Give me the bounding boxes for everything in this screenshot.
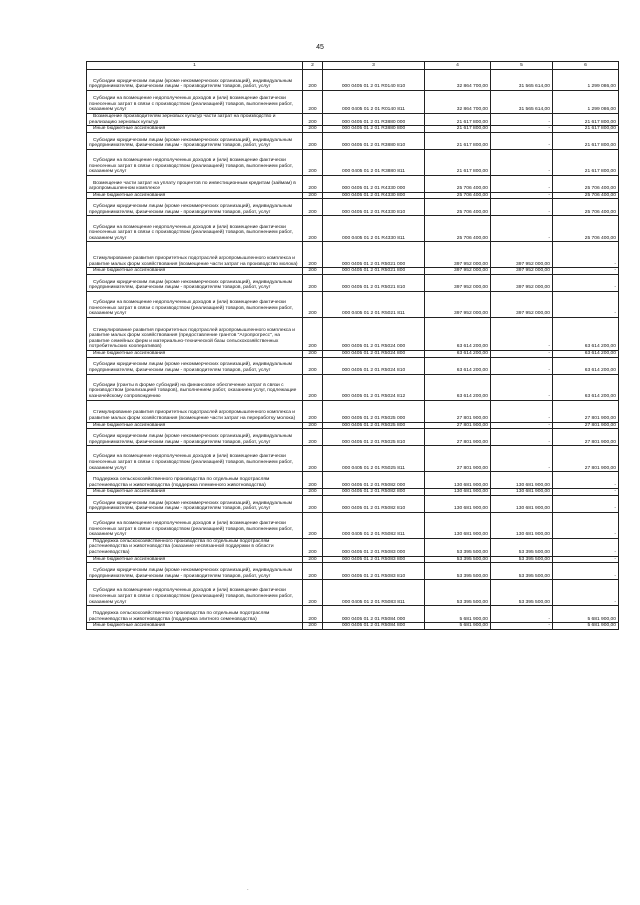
row-name [87, 446, 303, 472]
row-amount-approved: 397 952 000,00 [425, 274, 491, 291]
row-name-text: Субсидии на возмещение недополученных доходов и (или) возмещение фактически понесенных затрат в связи с производством (реализацией) товаров, выполнением работ, оказанием услуг [89, 520, 293, 538]
row-classification-code: 000 0405 01 2 01 R5025 811 [323, 446, 425, 472]
row-amount-approved: 21 617 800,00 [425, 126, 491, 133]
row-amount-executed: 53 395 500,00 [491, 563, 553, 580]
row-name-text: Возмещение части затрат на уплату процентов по инвестиционным кредитам (займам) в агропромышленном комплексе [89, 180, 296, 192]
row-name [87, 606, 303, 623]
row-name-text: Стимулирование развития приоритетных подотраслей агропромышленного комплекса и развитие малых форм хозяйствования (возмещение части затрат на переработку молока) [89, 410, 296, 421]
row-amount-executed: - [491, 132, 553, 149]
row-classification-code: 000 0405 01 2 01 R5084 000 [323, 606, 425, 623]
row-amount-unexecuted: 27 801 900,00 [553, 429, 619, 446]
row-classification-code: 000 0405 01 2 01 R5082 811 [323, 512, 425, 538]
row-admin-code: 200 [303, 175, 323, 192]
column-number: 4 [425, 62, 491, 70]
row-classification-code: 000 0405 01 2 01 R4330 810 [323, 199, 425, 216]
row-name-text: Иные бюджетные ассигнования [93, 268, 166, 274]
column-number: 1 [87, 62, 303, 70]
page-number: 45 [316, 44, 324, 51]
row-amount-unexecuted: - [553, 242, 619, 268]
row-amount-unexecuted: - [553, 268, 619, 275]
table-row [87, 472, 619, 489]
row-name-text: Субсидии юридическим лицам (кроме некоммерческих организаций), индивидуальным предпринимателям, физическим лицам - производителям товаров, работ, услуг [89, 137, 293, 149]
row-admin-code: 200 [303, 495, 323, 512]
row-amount-unexecuted: 1 299 086,00 [553, 91, 619, 114]
row-classification-code: 000 0405 01 2 01 R3880 000 [323, 114, 425, 126]
row-amount-executed: - [491, 192, 553, 199]
table-row [87, 274, 619, 291]
row-amount-executed: - [491, 606, 553, 623]
table-row [87, 400, 619, 422]
row-name-text: Субсидии на возмещение недополученных доходов и (или) возмещение фактически понесенных затрат в связи с производством (реализацией) товаров, выполнением работ, оказанием услуг [89, 158, 293, 175]
row-admin-code: 200 [303, 132, 323, 149]
row-amount-approved: 21 617 800,00 [425, 132, 491, 149]
row-name [87, 242, 303, 268]
row-amount-approved: 63 614 200,00 [425, 350, 491, 357]
table-row [87, 374, 619, 400]
row-admin-code: 200 [303, 446, 323, 472]
row-name-text: Субсидии (гранты в форме субсидий) на финансовое обеспечение затрат в связи с производством (реализацией товаров), выполнением работ, оказанием услуг, подлежащие казначейскому сопровождению [89, 382, 297, 399]
row-amount-approved: 130 681 900,00 [425, 489, 491, 496]
table-row [87, 580, 619, 606]
row-amount-unexecuted: 5 681 900,00 [553, 606, 619, 623]
row-admin-code: 200 [303, 291, 323, 317]
row-name-text: Иные бюджетные ассигнования [93, 422, 166, 428]
row-name [87, 192, 303, 199]
table-row [87, 495, 619, 512]
table-row [87, 149, 619, 175]
row-amount-approved: 21 617 800,00 [425, 149, 491, 175]
row-amount-executed: - [491, 429, 553, 446]
row-classification-code: 000 0405 01 2 01 R5083 000 [323, 538, 425, 556]
row-name [87, 175, 303, 192]
row-amount-approved: 21 617 800,00 [425, 114, 491, 126]
row-amount-approved: 27 801 900,00 [425, 446, 491, 472]
table-row [87, 268, 619, 275]
row-name [87, 563, 303, 580]
row-name-text: Поддержка сельскохозяйственного производства по отдельным подотраслям растениеводства и животноводства (поддержка элитного семеноводства) [89, 610, 270, 622]
row-name [87, 132, 303, 149]
row-amount-approved: 53 395 500,00 [425, 556, 491, 563]
row-amount-approved: 25 706 400,00 [425, 192, 491, 199]
row-amount-unexecuted: - [553, 472, 619, 489]
table-row [87, 291, 619, 317]
row-admin-code: 200 [303, 512, 323, 538]
row-amount-executed: - [491, 422, 553, 429]
row-amount-approved: 53 395 500,00 [425, 538, 491, 556]
row-name-text: Стимулирование развития приоритетных подотраслей агропромышленного комплекса и развитие малых форм хозяйствования (предоставление грантов "Агропрогресс", на развитие семейных ферм и материально-технической базы сельскохозяйственных потребительских кооперативов) [89, 327, 296, 350]
row-amount-unexecuted: - [553, 274, 619, 291]
row-amount-unexecuted: 63 614 200,00 [553, 317, 619, 350]
row-name [87, 350, 303, 357]
table-row [87, 489, 619, 496]
row-amount-approved: 53 395 500,00 [425, 563, 491, 580]
row-admin-code: 200 [303, 268, 323, 275]
row-classification-code: 000 0405 01 2 01 R0140 810 [323, 70, 425, 91]
row-name [87, 91, 303, 114]
row-name-text: Иные бюджетные ассигнования [93, 623, 166, 629]
row-name-text: Иные бюджетные ассигнования [93, 126, 166, 132]
row-classification-code: 000 0405 01 2 01 R3880 800 [323, 126, 425, 133]
row-admin-code: 200 [303, 374, 323, 400]
table-row [87, 175, 619, 192]
row-name [87, 512, 303, 538]
row-amount-executed: 31 565 614,00 [491, 70, 553, 91]
row-amount-unexecuted: 63 614 200,00 [553, 350, 619, 357]
row-amount-approved: 27 801 900,00 [425, 429, 491, 446]
row-admin-code: 200 [303, 556, 323, 563]
row-name-text: Иные бюджетные ассигнования [93, 489, 166, 495]
row-classification-code: 000 0405 01 2 01 R0140 811 [323, 91, 425, 114]
row-amount-approved: 63 614 200,00 [425, 317, 491, 350]
row-classification-code: 000 0405 01 2 01 R5082 800 [323, 489, 425, 496]
row-amount-executed: - [491, 199, 553, 216]
row-classification-code: 000 0405 01 2 01 R5021 800 [323, 268, 425, 275]
row-amount-executed: - [491, 374, 553, 400]
table-row [87, 623, 619, 630]
table-row [87, 199, 619, 216]
row-name [87, 374, 303, 400]
row-amount-executed: - [491, 400, 553, 422]
row-name [87, 495, 303, 512]
row-name [87, 489, 303, 496]
table-row [87, 606, 619, 623]
row-admin-code: 200 [303, 422, 323, 429]
table-row [87, 357, 619, 374]
row-name-text: Субсидии на возмещение недополученных доходов и (или) возмещение фактически понесенных затрат в связи с производством (реализацией) товаров, выполнением работ, оказанием услуг [89, 96, 293, 113]
row-amount-executed: 397 952 000,00 [491, 274, 553, 291]
row-admin-code: 200 [303, 317, 323, 350]
row-amount-approved: 397 952 000,00 [425, 268, 491, 275]
row-name [87, 357, 303, 374]
table-row [87, 242, 619, 268]
row-name [87, 199, 303, 216]
row-name [87, 429, 303, 446]
row-name [87, 70, 303, 91]
table-row [87, 538, 619, 556]
row-admin-code: 200 [303, 580, 323, 606]
row-admin-code: 200 [303, 242, 323, 268]
row-classification-code: 000 0405 01 2 01 R3880 811 [323, 149, 425, 175]
row-amount-unexecuted: 63 614 200,00 [553, 374, 619, 400]
row-name [87, 149, 303, 175]
table-row [87, 317, 619, 350]
row-admin-code: 200 [303, 538, 323, 556]
row-admin-code: 200 [303, 149, 323, 175]
row-admin-code: 200 [303, 623, 323, 630]
row-amount-approved: 32 864 700,00 [425, 70, 491, 91]
row-amount-approved: 53 395 500,00 [425, 580, 491, 606]
row-classification-code: 000 0405 01 2 01 R5083 800 [323, 556, 425, 563]
row-amount-approved: 5 681 900,00 [425, 623, 491, 630]
row-amount-unexecuted: 25 706 400,00 [553, 175, 619, 192]
row-amount-approved: 25 706 400,00 [425, 199, 491, 216]
row-name-text: Субсидии на возмещение недополученных доходов и (или) возмещение фактически понесенных затрат в связи с производством (реализацией) товаров, выполнением работ, оказанием услуг [89, 224, 293, 241]
row-classification-code: 000 0405 01 2 01 R5083 810 [323, 563, 425, 580]
row-name [87, 422, 303, 429]
table-row [87, 563, 619, 580]
row-name [87, 268, 303, 275]
row-name-text: Поддержка сельскохозяйственного производства по отдельным подотраслям растениеводства и животноводства (оказание несвязанной поддержки в области растениеводства) [89, 538, 274, 555]
row-amount-executed: - [491, 175, 553, 192]
row-amount-approved: 130 681 900,00 [425, 495, 491, 512]
row-amount-executed: 53 395 500,00 [491, 556, 553, 563]
table-row [87, 556, 619, 563]
row-amount-executed: - [491, 350, 553, 357]
row-name [87, 400, 303, 422]
column-number: 3 [323, 62, 425, 70]
row-name-text: Иные бюджетные ассигнования [93, 556, 166, 562]
row-classification-code: 000 0405 01 2 01 R4330 000 [323, 175, 425, 192]
row-admin-code: 200 [303, 91, 323, 114]
row-name [87, 556, 303, 563]
row-name [87, 538, 303, 556]
table-row [87, 192, 619, 199]
row-amount-executed: - [491, 357, 553, 374]
row-classification-code: 000 0405 01 2 01 R5021 810 [323, 274, 425, 291]
row-amount-approved: 27 801 900,00 [425, 422, 491, 429]
row-amount-unexecuted: 63 614 200,00 [553, 357, 619, 374]
row-amount-executed: 31 565 614,00 [491, 91, 553, 114]
row-admin-code: 200 [303, 216, 323, 242]
row-admin-code: 200 [303, 472, 323, 489]
row-amount-unexecuted: - [553, 580, 619, 606]
row-amount-executed: 130 681 900,00 [491, 489, 553, 496]
row-amount-unexecuted: 5 681 900,00 [553, 623, 619, 630]
row-amount-executed: - [491, 446, 553, 472]
row-amount-unexecuted: 1 299 086,00 [553, 70, 619, 91]
column-number: 5 [491, 62, 553, 70]
row-admin-code: 200 [303, 199, 323, 216]
row-amount-executed: 130 681 900,00 [491, 472, 553, 489]
row-amount-executed: - [491, 216, 553, 242]
row-admin-code: 200 [303, 274, 323, 291]
table-row [87, 422, 619, 429]
row-name-text: Субсидии юридическим лицам (кроме некоммерческих организаций), индивидуальным предпринимателям, физическим лицам - производителям товаров, работ, услуг [89, 362, 293, 373]
row-name [87, 317, 303, 350]
row-amount-executed: 397 952 000,00 [491, 242, 553, 268]
row-amount-unexecuted: - [553, 538, 619, 556]
row-classification-code: 000 0405 01 2 01 R5021 811 [323, 291, 425, 317]
column-number-row [87, 62, 619, 70]
row-classification-code: 000 0405 01 2 01 R5024 810 [323, 357, 425, 374]
row-name-text: Субсидии юридическим лицам (кроме некоммерческих организаций), индивидуальным предпринимателям, физическим лицам - производителям товаров, работ, услуг [89, 433, 293, 445]
row-admin-code: 200 [303, 429, 323, 446]
row-admin-code: 200 [303, 70, 323, 91]
row-amount-executed: - [491, 623, 553, 630]
row-name [87, 274, 303, 291]
row-classification-code: 000 0405 01 2 01 R5024 000 [323, 317, 425, 350]
row-amount-approved: 130 681 900,00 [425, 512, 491, 538]
row-amount-unexecuted: 27 801 900,00 [553, 422, 619, 429]
row-name-text: Возмещение производителям зерновых культур части затрат на производство и реализацию зерновых культур [89, 114, 276, 125]
row-amount-executed: - [491, 317, 553, 350]
row-name-text: Иные бюджетные ассигнования [93, 192, 166, 198]
row-amount-unexecuted: 21 617 800,00 [553, 126, 619, 133]
row-name [87, 216, 303, 242]
table-row [87, 126, 619, 133]
table-row [87, 70, 619, 91]
row-amount-unexecuted: - [553, 563, 619, 580]
row-classification-code: 000 0405 01 2 01 R5082 000 [323, 472, 425, 489]
row-admin-code: 200 [303, 192, 323, 199]
row-amount-unexecuted: 27 801 900,00 [553, 446, 619, 472]
row-name [87, 623, 303, 630]
row-amount-unexecuted: - [553, 291, 619, 317]
table-row [87, 446, 619, 472]
row-amount-executed: - [491, 126, 553, 133]
row-amount-approved: 25 706 400,00 [425, 216, 491, 242]
row-amount-unexecuted: 21 617 800,00 [553, 149, 619, 175]
row-name-text: Субсидии на возмещение недополученных доходов и (или) возмещение фактически понесенных затрат в связи с производством (реализацией) товаров, выполнением работ, оказанием услуг [89, 300, 293, 317]
row-name [87, 114, 303, 126]
row-admin-code: 200 [303, 489, 323, 496]
row-amount-unexecuted: - [553, 495, 619, 512]
row-name-text: Субсидии юридическим лицам (кроме некоммерческих организаций), индивидуальным предпринимателям, физическим лицам - производителям товаров, работ, услуг [89, 78, 293, 90]
row-name [87, 472, 303, 489]
row-amount-unexecuted: 21 617 800,00 [553, 132, 619, 149]
row-classification-code: 000 0405 01 2 01 R5021 000 [323, 242, 425, 268]
row-classification-code: 000 0405 01 2 01 R5025 810 [323, 429, 425, 446]
row-admin-code: 200 [303, 563, 323, 580]
table-row [87, 350, 619, 357]
table-row [87, 91, 619, 114]
row-name [87, 291, 303, 317]
table-row [87, 512, 619, 538]
row-classification-code: 000 0405 01 2 01 R5082 810 [323, 495, 425, 512]
row-classification-code: 000 0405 01 2 01 R5025 800 [323, 422, 425, 429]
row-name-text: Стимулирование развития приоритетных подотраслей агропромышленного комплекса и развитие малых форм хозяйствования (возмещение части затрат на производство молока) [89, 256, 298, 267]
table-row [87, 216, 619, 242]
row-amount-executed: - [491, 114, 553, 126]
row-amount-approved: 25 706 400,00 [425, 175, 491, 192]
row-amount-approved: 397 952 000,00 [425, 242, 491, 268]
row-name-text: Субсидии юридическим лицам (кроме некоммерческих организаций), индивидуальным предпринимателям, физическим лицам - производителям товаров, работ, услуг [89, 279, 293, 291]
row-amount-unexecuted: - [553, 556, 619, 563]
row-amount-unexecuted: 21 617 800,00 [553, 114, 619, 126]
budget-table [86, 61, 619, 630]
row-amount-executed: 397 952 000,00 [491, 268, 553, 275]
row-amount-approved: 63 614 200,00 [425, 357, 491, 374]
row-name-text: Субсидии на возмещение недополученных доходов и (или) возмещение фактически понесенных затрат в связи с производством (реализацией) товаров, выполнением работ, оказанием услуг [89, 588, 293, 605]
column-number: 2 [303, 62, 323, 70]
row-amount-unexecuted: 25 706 400,00 [553, 192, 619, 199]
row-admin-code: 200 [303, 400, 323, 422]
row-name-text: Субсидии на возмещение недополученных доходов и (или) возмещение фактически понесенных затрат в связи с производством (реализацией) товаров, выполнением работ, оказанием услуг [89, 454, 293, 471]
row-classification-code: 000 0405 01 2 01 R5025 000 [323, 400, 425, 422]
row-amount-unexecuted: - [553, 512, 619, 538]
row-name-text: Субсидии юридическим лицам (кроме некоммерческих организаций), индивидуальным предпринимателям, физическим лицам - производителям товаров, работ, услуг [89, 567, 293, 579]
row-amount-executed: 53 395 500,00 [491, 580, 553, 606]
row-classification-code: 000 0405 01 2 01 R3880 810 [323, 132, 425, 149]
row-admin-code: 200 [303, 606, 323, 623]
row-admin-code: 200 [303, 357, 323, 374]
row-admin-code: 200 [303, 114, 323, 126]
row-amount-executed: - [491, 149, 553, 175]
row-amount-approved: 32 864 700,00 [425, 91, 491, 114]
column-number: 6 [553, 62, 619, 70]
row-amount-unexecuted: 25 706 400,00 [553, 216, 619, 242]
row-name-text: Поддержка сельскохозяйственного производства по отдельным подотраслям растениеводства и животноводства (поддержка племенного животноводства) [89, 476, 270, 488]
scan-mark: . [247, 886, 249, 892]
row-amount-approved: 5 681 900,00 [425, 606, 491, 623]
row-amount-unexecuted: 25 706 400,00 [553, 199, 619, 216]
row-classification-code: 000 0405 01 2 01 R5083 811 [323, 580, 425, 606]
row-amount-approved: 63 614 200,00 [425, 374, 491, 400]
row-classification-code: 000 0405 01 2 01 R5084 800 [323, 623, 425, 630]
table-row [87, 429, 619, 446]
row-amount-unexecuted: 27 801 900,00 [553, 400, 619, 422]
row-name-text: Субсидии юридическим лицам (кроме некоммерческих организаций), индивидуальным предпринимателям, физическим лицам - производителям товаров, работ, услуг [89, 204, 293, 215]
row-amount-executed: 53 395 500,00 [491, 538, 553, 556]
row-name-text: Субсидии юридическим лицам (кроме некоммерческих организаций), индивидуальным предпринимателям, физическим лицам - производителям товаров, работ, услуг [89, 500, 293, 512]
row-amount-executed: 397 952 000,00 [491, 291, 553, 317]
row-amount-approved: 130 681 900,00 [425, 472, 491, 489]
row-classification-code: 000 0405 01 2 01 R5024 800 [323, 350, 425, 357]
table-row [87, 114, 619, 126]
row-admin-code: 200 [303, 126, 323, 133]
row-amount-unexecuted: - [553, 489, 619, 496]
row-name [87, 126, 303, 133]
row-name-text: Иные бюджетные ассигнования [93, 350, 166, 356]
row-amount-executed: 130 681 900,00 [491, 512, 553, 538]
table-row [87, 132, 619, 149]
row-name [87, 580, 303, 606]
row-classification-code: 000 0405 01 2 01 R5024 812 [323, 374, 425, 400]
row-amount-approved: 27 801 900,00 [425, 400, 491, 422]
row-classification-code: 000 0405 01 2 01 R4330 811 [323, 216, 425, 242]
row-admin-code: 200 [303, 350, 323, 357]
row-amount-approved: 397 952 000,00 [425, 291, 491, 317]
row-classification-code: 000 0405 01 2 01 R4330 800 [323, 192, 425, 199]
row-amount-executed: 130 681 900,00 [491, 495, 553, 512]
